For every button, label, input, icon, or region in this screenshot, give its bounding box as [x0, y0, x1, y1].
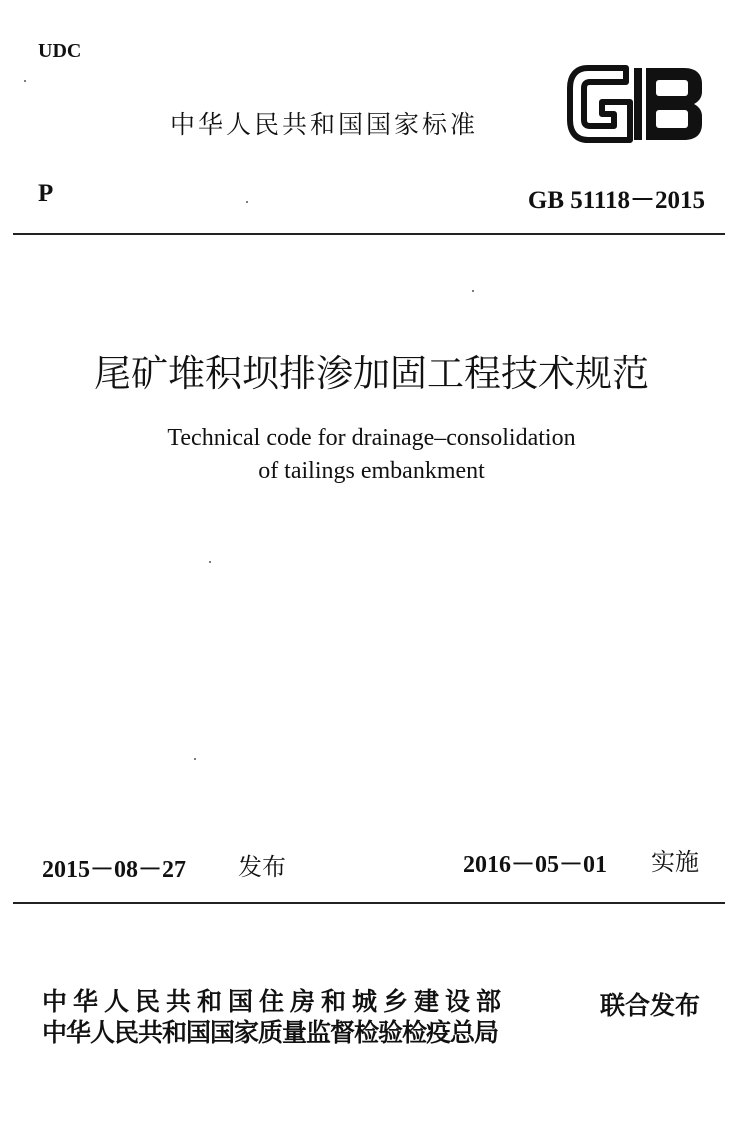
standard-category: 中华人民共和国国家标准 [170, 110, 479, 139]
scan-speck [209, 561, 211, 563]
scan-speck [24, 80, 26, 82]
scan-speck [194, 758, 196, 760]
implementation-date: 2016－05－01 [463, 852, 607, 878]
issue-label: 发布 [238, 853, 286, 881]
title-english [0, 422, 743, 488]
issuer-aqsiq: 中华人民共和国国家质量监督检验检疫总局 [42, 1018, 499, 1047]
gb-logo-b-top-notch [656, 80, 688, 96]
title-english-line-1: Technical code for drainage–consolidation [167, 425, 576, 451]
implementation-label: 实施 [651, 848, 699, 876]
gb-logo-icon [566, 64, 706, 144]
gb-logo-divider [634, 68, 642, 140]
joint-issue-label: 联合发布 [600, 991, 701, 1020]
scan-speck [472, 290, 474, 292]
title-chinese: 尾矿堆积坝排渗加固工程技术规范 [94, 352, 649, 395]
footer-rule [13, 902, 725, 904]
gb-logo-g-shape [570, 68, 630, 140]
classification-code: P [38, 180, 54, 207]
title-english-line-2: of tailings embankment [258, 458, 485, 484]
udc-label: UDC [38, 40, 82, 62]
scan-speck [246, 201, 248, 203]
standard-number: GB 51118－2015 [527, 187, 705, 214]
gb-logo-b-shape [646, 68, 702, 140]
issuer-ministry-housing: 中华人民共和国住房和城乡建设部 [42, 987, 508, 1016]
issue-date: 2015－08－27 [42, 857, 186, 883]
header-rule [13, 233, 725, 235]
gb-logo-b-bottom-notch [656, 110, 688, 128]
